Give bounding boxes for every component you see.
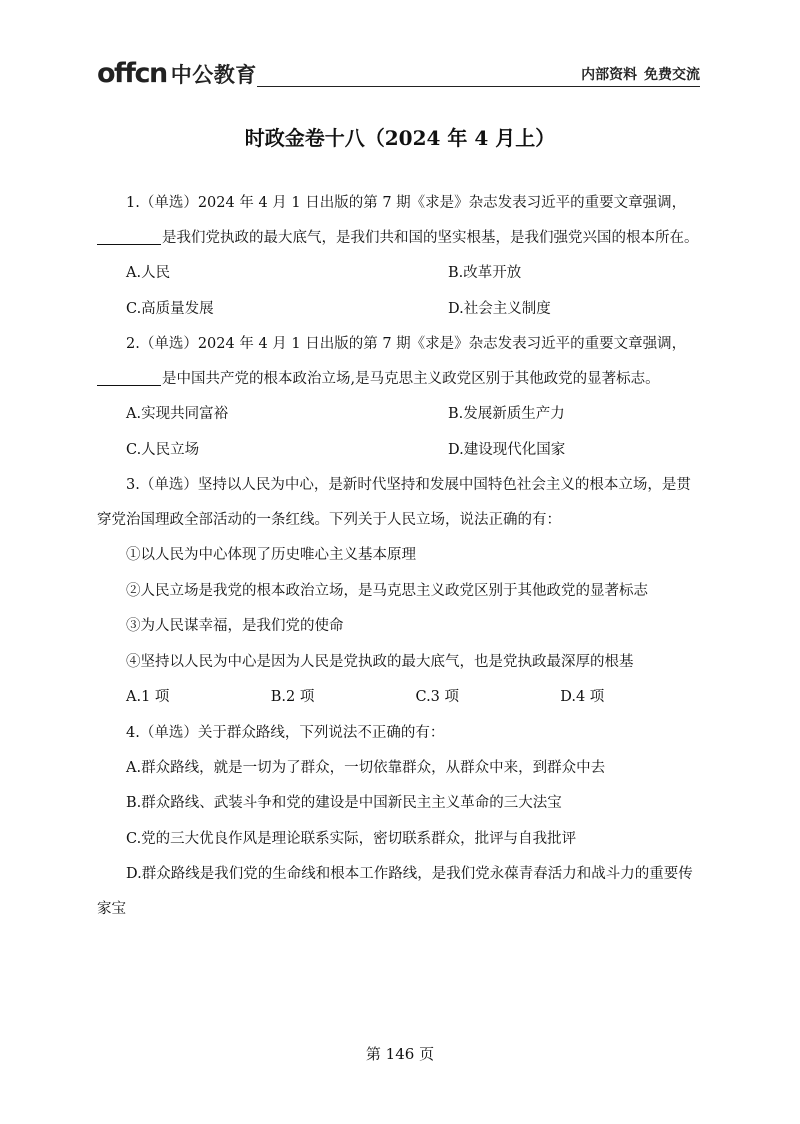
- question-2-options-row-1: [97, 397, 705, 433]
- option-a: A.实现共同富裕: [126, 406, 229, 422]
- question-list: [97, 186, 705, 927]
- page-header: [97, 58, 700, 88]
- header-divider: [257, 86, 700, 87]
- question-4: [97, 716, 705, 928]
- logo-latin-text: offcn: [97, 58, 167, 89]
- question-4-stem: 4.（单选）关于群众路线，下列说法不正确的有：: [126, 724, 445, 741]
- option-d: D.社会主义制度: [448, 300, 551, 317]
- header-note: 内部资料 免费交流: [581, 67, 700, 83]
- answer-blank: [97, 371, 161, 387]
- option-b: B.群众路线、武装斗争和党的建设是中国新民主主义革命的三大法宝: [126, 795, 562, 811]
- option-d: D.群众路线是我们党的生命线和根本工作路线，是我们党永葆青春活力和战斗力的重要传家宝: [97, 866, 693, 917]
- option-d: D.建设现代化国家: [448, 441, 566, 458]
- option-c: C.党的三大优良作风是理论联系实际，密切联系群众，批评与自我批评: [126, 830, 577, 847]
- question-1-stem: [97, 186, 705, 256]
- statement-3: ③为人民谋幸福，是我们党的使命: [126, 618, 344, 634]
- page-number: 第 146 页: [365, 1045, 435, 1063]
- option-c: C.高质量发展: [126, 300, 214, 317]
- logo-chinese-text: 中公教育: [170, 63, 257, 87]
- question-1-stem-lead: 1.（单选）2024 年 4 月 1 日出版的第 7 期《求是》杂志发表习近平的重要文章强调，: [126, 195, 687, 211]
- option-a: A.1 项: [126, 689, 170, 705]
- statement-4: ④坚持以人民为中心是因为人民是党执政的最大底气，也是党执政最深厚的根基: [126, 653, 634, 670]
- question-3: [97, 468, 705, 716]
- offcn-logo: [97, 58, 257, 88]
- question-2-stem-rest: 是中国共产党的根本政治立场,是马克思主义政党区别于其他政党的显著标志。: [162, 371, 660, 387]
- question-3-stem: 3.（单选）坚持以人民为中心，是新时代坚持和发展中国特色社会主义的根本立场，是贯穿党治国理政全部活动的一条红线。下列关于人民立场，说法正确的有：: [97, 477, 691, 528]
- option-a: A.人民: [126, 265, 171, 281]
- option-b: B.改革开放: [448, 265, 522, 281]
- answer-blank: [97, 230, 161, 246]
- question-2: [97, 327, 705, 468]
- question-1-stem-rest: 是我们党执政的最大底气，是我们共和国的坚实根基，是我们强党兴国的根本所在。: [162, 230, 699, 246]
- option-c: C.人民立场: [126, 441, 200, 458]
- question-1-options-row-1: [97, 256, 705, 292]
- question-2-options-row-2: [97, 433, 705, 469]
- option-b: B.发展新质生产力: [448, 406, 565, 422]
- page-title: 时政金卷十八（2024 年 4 月上）: [244, 126, 556, 150]
- option-a: A.群众路线，就是一切为了群众，一切依靠群众，从群众中来，到群众中去: [126, 759, 606, 776]
- option-d: D.4 项: [560, 689, 605, 705]
- statement-2: ②人民立场是我党的根本政治立场，是马克思主义政党区别于其他政党的显著标志: [126, 582, 648, 599]
- question-1-options-row-2: [97, 292, 705, 328]
- question-1: [97, 186, 705, 327]
- question-3-options: [97, 680, 705, 716]
- statement-1: ①以人民为中心体现了历史唯心主义基本原理: [126, 547, 416, 563]
- question-2-stem: [97, 327, 705, 397]
- option-c: C.3 项: [415, 689, 460, 705]
- question-2-stem-lead: 2.（单选）2024 年 4 月 1 日出版的第 7 期《求是》杂志发表习近平的重要文章强调，: [126, 336, 687, 352]
- option-b: B.2 项: [270, 689, 315, 705]
